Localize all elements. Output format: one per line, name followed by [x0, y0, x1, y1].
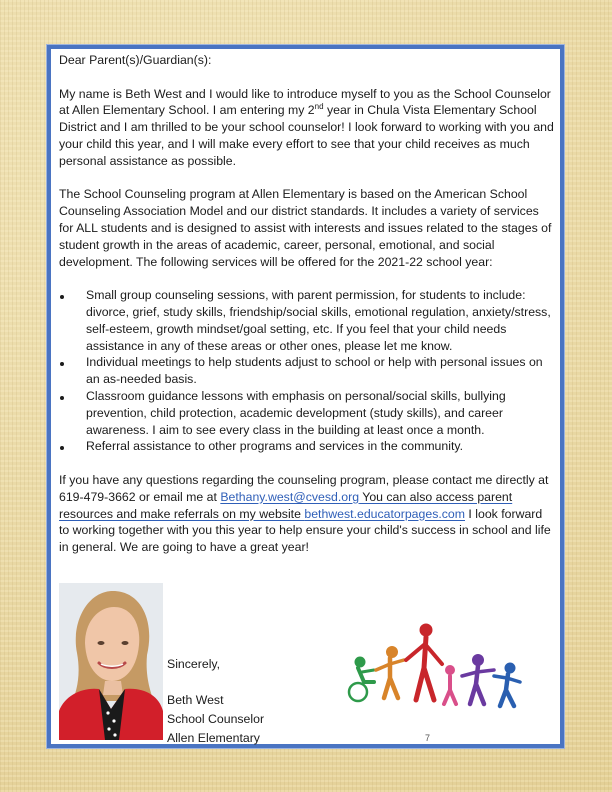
closing: Sincerely,	[167, 657, 221, 671]
counselor-photo	[59, 583, 163, 740]
email-link[interactable]: Bethany.west@cvesd.org	[220, 489, 360, 504]
list-item: Classroom guidance lessons with emphasis on personal/social skills, bullying prevention, child protection, academic development (study skills), and career awareness. I aim to see every class in the building at least once a month.	[59, 388, 555, 438]
family-figures-icon	[340, 620, 530, 712]
intro-paragraph	[59, 86, 555, 170]
website-link[interactable]: bethwest.educatorpages.com	[304, 506, 465, 521]
intro-text-a: My name is Beth West and I would like to introduce myself to you as the School Counselor at Allen Elementary School. I am entering my 2	[59, 86, 551, 118]
program-paragraph: The School Counseling program at Allen Elementary is based on the American School Counseling Association Model and our district standards. It includes a variety of services for ALL students and is designed to assist with interests and issues related to the stages of student growth in the areas of academic, career, personal, emotional, and social development. The following services will be offered for the 2021-22 school year:	[59, 187, 552, 269]
signer-school: Allen Elementary	[167, 731, 260, 745]
contact-text-a: If you have any questions regarding the counseling program, please contact me directly at 619-479-3662 or email me at	[59, 472, 549, 504]
letter-body	[59, 52, 555, 556]
greeting: Dear Parent(s)/Guardian(s):	[59, 53, 212, 67]
ordinal-suffix: nd	[314, 102, 324, 112]
intro-text-b: year in Chula Vista Elementary School District and I am thrilled to be your school counselor! I look forward to working with you and your child this year, and I will make every effort to see that your child receives as much personal assistance as possible.	[59, 103, 554, 168]
list-item: Small group counseling sessions, with parent permission, for students to include: divorce, grief, study skills, friendship/social skills, emotional regulation, anxiety/stress, self-esteem, growth mindset/goal setting, etc. If you feel that your child needs assistance in any of these areas or other ones, please let me know.	[59, 287, 555, 354]
contact-paragraph	[59, 472, 555, 556]
signer-title: School Counselor	[167, 712, 265, 726]
counselor-portrait	[59, 583, 163, 740]
family-clipart	[340, 620, 530, 712]
services-list	[59, 287, 555, 455]
contact-text-b: You can also access parent resources and make referrals on my website	[59, 489, 513, 521]
list-item: Referral assistance to other programs and services in the community.	[59, 438, 555, 455]
contact-text-c: I look forward to working together with you this year to help ensure your child's success in school and life in general. We are going to have a great year!	[59, 506, 551, 555]
list-item: Individual meetings to help students adjust to school or help with personal issues on an as-needed basis.	[59, 354, 555, 388]
page-number: 7	[425, 733, 431, 743]
signer-name: Beth West	[167, 693, 224, 707]
